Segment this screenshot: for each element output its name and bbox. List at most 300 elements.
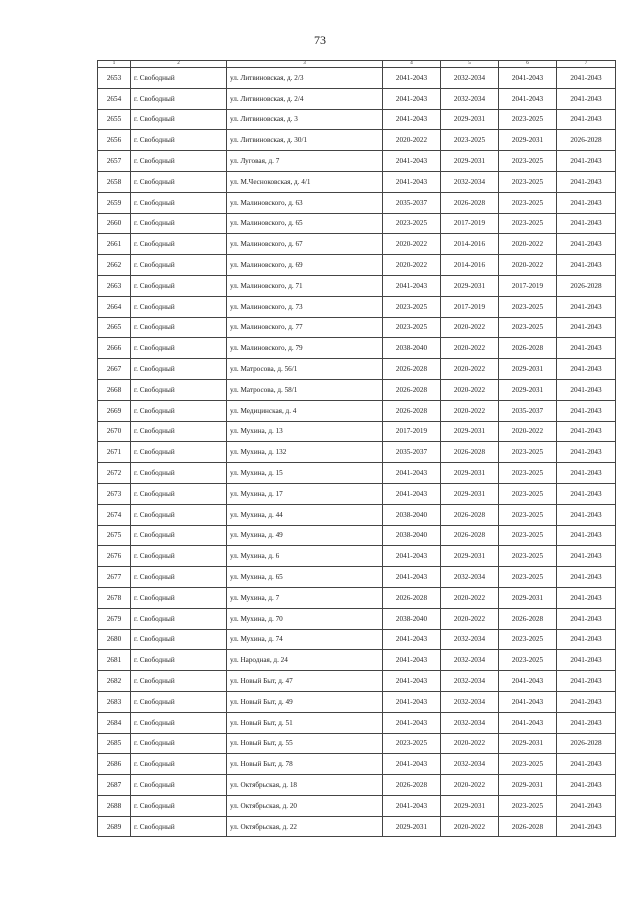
table-row — [98, 504, 616, 525]
column-header-7: 7 — [557, 61, 616, 68]
table-row — [98, 775, 616, 796]
period-cell-6: 2020-2022 — [499, 234, 557, 255]
city-cell: г. Свободный — [131, 608, 227, 629]
period-cell-4: 2023-2025 — [383, 213, 441, 234]
city-cell: г. Свободный — [131, 317, 227, 338]
city-cell: г. Свободный — [131, 504, 227, 525]
table-row — [98, 733, 616, 754]
period-cell-4: 2041-2043 — [383, 567, 441, 588]
period-cell-4: 2041-2043 — [383, 171, 441, 192]
city-cell: г. Свободный — [131, 483, 227, 504]
table-row — [98, 442, 616, 463]
city-cell: г. Свободный — [131, 192, 227, 213]
table-row — [98, 109, 616, 130]
address-cell: ул. Мухина, д. 70 — [227, 608, 383, 629]
address-cell: ул. Новый Быт, д. 47 — [227, 671, 383, 692]
table-row — [98, 629, 616, 650]
period-cell-5: 2020-2022 — [441, 608, 499, 629]
address-cell: ул. Малиновского, д. 79 — [227, 338, 383, 359]
row-number: 2676 — [98, 546, 131, 567]
row-number: 2680 — [98, 629, 131, 650]
address-cell: ул. Мухина, д. 74 — [227, 629, 383, 650]
table-row — [98, 608, 616, 629]
period-cell-4: 2041-2043 — [383, 88, 441, 109]
column-header-3: 3 — [227, 61, 383, 68]
period-cell-7: 2041-2043 — [557, 463, 616, 484]
row-number: 2655 — [98, 109, 131, 130]
table-row — [98, 192, 616, 213]
table-row — [98, 68, 616, 89]
period-cell-7: 2041-2043 — [557, 525, 616, 546]
table-row — [98, 795, 616, 816]
column-header-4: 4 — [383, 61, 441, 68]
row-number: 2658 — [98, 171, 131, 192]
period-cell-7: 2041-2043 — [557, 567, 616, 588]
period-cell-7: 2041-2043 — [557, 379, 616, 400]
address-cell: ул. Малиновского, д. 73 — [227, 296, 383, 317]
period-cell-7: 2026-2028 — [557, 130, 616, 151]
period-cell-4: 2020-2022 — [383, 234, 441, 255]
period-cell-6: 2029-2031 — [499, 379, 557, 400]
city-cell: г. Свободный — [131, 525, 227, 546]
address-cell: ул. Октябрьская, д. 18 — [227, 775, 383, 796]
row-number: 2685 — [98, 733, 131, 754]
period-cell-5: 2032-2034 — [441, 171, 499, 192]
address-cell: ул. Малиновского, д. 65 — [227, 213, 383, 234]
period-cell-5: 2017-2019 — [441, 213, 499, 234]
period-cell-4: 2023-2025 — [383, 733, 441, 754]
page-number: 73 — [314, 33, 326, 47]
city-cell: г. Свободный — [131, 359, 227, 380]
period-cell-5: 2020-2022 — [441, 400, 499, 421]
table-row — [98, 546, 616, 567]
period-cell-6: 2029-2031 — [499, 130, 557, 151]
row-number: 2653 — [98, 68, 131, 89]
city-cell: г. Свободный — [131, 671, 227, 692]
city-cell: г. Свободный — [131, 733, 227, 754]
city-cell: г. Свободный — [131, 754, 227, 775]
address-cell: ул. Новый Быт, д. 78 — [227, 754, 383, 775]
row-number: 2675 — [98, 525, 131, 546]
row-number: 2678 — [98, 587, 131, 608]
table-row — [98, 421, 616, 442]
period-cell-7: 2041-2043 — [557, 151, 616, 172]
table-row — [98, 587, 616, 608]
city-cell: г. Свободный — [131, 255, 227, 276]
period-cell-5: 2017-2019 — [441, 296, 499, 317]
city-cell: г. Свободный — [131, 151, 227, 172]
period-cell-6: 2026-2028 — [499, 816, 557, 837]
period-cell-4: 2041-2043 — [383, 151, 441, 172]
row-number: 2679 — [98, 608, 131, 629]
period-cell-6: 2023-2025 — [499, 546, 557, 567]
address-cell: ул. Матросова, д. 58/1 — [227, 379, 383, 400]
address-cell: ул. Мухина, д. 132 — [227, 442, 383, 463]
row-number: 2682 — [98, 671, 131, 692]
city-cell: г. Свободный — [131, 775, 227, 796]
city-cell: г. Свободный — [131, 442, 227, 463]
city-cell: г. Свободный — [131, 816, 227, 837]
period-cell-4: 2041-2043 — [383, 68, 441, 89]
period-cell-5: 2032-2034 — [441, 712, 499, 733]
period-cell-6: 2029-2031 — [499, 733, 557, 754]
row-number: 2673 — [98, 483, 131, 504]
period-cell-6: 2023-2025 — [499, 317, 557, 338]
table-row — [98, 171, 616, 192]
period-cell-4: 2020-2022 — [383, 130, 441, 151]
period-cell-6: 2035-2037 — [499, 400, 557, 421]
address-cell: ул. Мухина, д. 6 — [227, 546, 383, 567]
table-row — [98, 712, 616, 733]
table-row — [98, 317, 616, 338]
city-cell: г. Свободный — [131, 691, 227, 712]
city-cell: г. Свободный — [131, 546, 227, 567]
period-cell-4: 2041-2043 — [383, 712, 441, 733]
period-cell-4: 2041-2043 — [383, 671, 441, 692]
period-cell-5: 2029-2031 — [441, 151, 499, 172]
period-cell-7: 2041-2043 — [557, 68, 616, 89]
period-cell-5: 2032-2034 — [441, 567, 499, 588]
period-cell-5: 2029-2031 — [441, 275, 499, 296]
table-row — [98, 463, 616, 484]
row-number: 2666 — [98, 338, 131, 359]
period-cell-6: 2023-2025 — [499, 192, 557, 213]
period-cell-7: 2041-2043 — [557, 546, 616, 567]
period-cell-5: 2032-2034 — [441, 754, 499, 775]
row-number: 2665 — [98, 317, 131, 338]
row-number: 2667 — [98, 359, 131, 380]
period-cell-4: 2038-2040 — [383, 504, 441, 525]
period-cell-7: 2041-2043 — [557, 234, 616, 255]
period-cell-6: 2023-2025 — [499, 483, 557, 504]
period-cell-5: 2032-2034 — [441, 691, 499, 712]
address-cell: ул. Матросова, д. 56/1 — [227, 359, 383, 380]
address-cell: ул. Малиновского, д. 77 — [227, 317, 383, 338]
table-row — [98, 338, 616, 359]
period-cell-4: 2020-2022 — [383, 255, 441, 276]
period-cell-7: 2026-2028 — [557, 275, 616, 296]
row-number: 2654 — [98, 88, 131, 109]
city-cell: г. Свободный — [131, 712, 227, 733]
period-cell-5: 2032-2034 — [441, 671, 499, 692]
period-cell-5: 2032-2034 — [441, 68, 499, 89]
table-row — [98, 296, 616, 317]
period-cell-4: 2026-2028 — [383, 379, 441, 400]
period-cell-4: 2041-2043 — [383, 795, 441, 816]
address-cell: ул. Мухина, д. 15 — [227, 463, 383, 484]
period-cell-6: 2041-2043 — [499, 68, 557, 89]
period-cell-4: 2026-2028 — [383, 587, 441, 608]
column-header-2: 2 — [131, 61, 227, 68]
period-cell-5: 2020-2022 — [441, 359, 499, 380]
period-cell-5: 2020-2022 — [441, 338, 499, 359]
city-cell: г. Свободный — [131, 171, 227, 192]
period-cell-7: 2041-2043 — [557, 338, 616, 359]
table-row — [98, 88, 616, 109]
period-cell-5: 2020-2022 — [441, 733, 499, 754]
row-number: 2672 — [98, 463, 131, 484]
period-cell-4: 2017-2019 — [383, 421, 441, 442]
period-cell-6: 2023-2025 — [499, 109, 557, 130]
row-number: 2661 — [98, 234, 131, 255]
period-cell-5: 2029-2031 — [441, 463, 499, 484]
period-cell-7: 2041-2043 — [557, 504, 616, 525]
period-cell-7: 2041-2043 — [557, 421, 616, 442]
period-cell-5: 2032-2034 — [441, 629, 499, 650]
period-cell-5: 2026-2028 — [441, 192, 499, 213]
city-cell: г. Свободный — [131, 587, 227, 608]
period-cell-4: 2038-2040 — [383, 608, 441, 629]
period-cell-7: 2041-2043 — [557, 192, 616, 213]
city-cell: г. Свободный — [131, 68, 227, 89]
address-cell: ул. Мухина, д. 44 — [227, 504, 383, 525]
period-cell-6: 2023-2025 — [499, 213, 557, 234]
period-cell-5: 2020-2022 — [441, 317, 499, 338]
period-cell-7: 2041-2043 — [557, 317, 616, 338]
period-cell-7: 2041-2043 — [557, 442, 616, 463]
period-cell-6: 2029-2031 — [499, 775, 557, 796]
period-cell-6: 2023-2025 — [499, 442, 557, 463]
row-number: 2668 — [98, 379, 131, 400]
period-cell-6: 2023-2025 — [499, 754, 557, 775]
period-cell-6: 2023-2025 — [499, 650, 557, 671]
period-cell-4: 2026-2028 — [383, 400, 441, 421]
period-cell-5: 2026-2028 — [441, 504, 499, 525]
period-cell-7: 2041-2043 — [557, 754, 616, 775]
period-cell-5: 2026-2028 — [441, 442, 499, 463]
period-cell-6: 2023-2025 — [499, 463, 557, 484]
row-number: 2656 — [98, 130, 131, 151]
registry-table — [97, 60, 616, 837]
period-cell-7: 2041-2043 — [557, 650, 616, 671]
address-cell: ул. Новый Быт, д. 51 — [227, 712, 383, 733]
period-cell-4: 2038-2040 — [383, 338, 441, 359]
period-cell-6: 2023-2025 — [499, 151, 557, 172]
row-number: 2669 — [98, 400, 131, 421]
period-cell-4: 2035-2037 — [383, 442, 441, 463]
period-cell-7: 2041-2043 — [557, 795, 616, 816]
table-row — [98, 255, 616, 276]
period-cell-7: 2041-2043 — [557, 608, 616, 629]
period-cell-7: 2041-2043 — [557, 213, 616, 234]
table-row — [98, 671, 616, 692]
city-cell: г. Свободный — [131, 338, 227, 359]
address-cell: ул. Литвиновская, д. 2/3 — [227, 68, 383, 89]
table-row — [98, 754, 616, 775]
period-cell-5: 2014-2016 — [441, 234, 499, 255]
period-cell-6: 2017-2019 — [499, 275, 557, 296]
period-cell-6: 2041-2043 — [499, 88, 557, 109]
city-cell: г. Свободный — [131, 463, 227, 484]
city-cell: г. Свободный — [131, 795, 227, 816]
address-cell: ул. Октябрьская, д. 20 — [227, 795, 383, 816]
address-cell: ул. Малиновского, д. 67 — [227, 234, 383, 255]
period-cell-5: 2029-2031 — [441, 483, 499, 504]
address-cell: ул. Народная, д. 24 — [227, 650, 383, 671]
table-row — [98, 234, 616, 255]
period-cell-7: 2041-2043 — [557, 691, 616, 712]
row-number: 2681 — [98, 650, 131, 671]
column-header-5: 5 — [441, 61, 499, 68]
table-row — [98, 359, 616, 380]
city-cell: г. Свободный — [131, 629, 227, 650]
period-cell-7: 2041-2043 — [557, 171, 616, 192]
period-cell-6: 2041-2043 — [499, 691, 557, 712]
table-row — [98, 525, 616, 546]
period-cell-7: 2041-2043 — [557, 671, 616, 692]
period-cell-4: 2041-2043 — [383, 754, 441, 775]
period-cell-4: 2041-2043 — [383, 109, 441, 130]
city-cell: г. Свободный — [131, 213, 227, 234]
address-cell: ул. Медицинская, д. 4 — [227, 400, 383, 421]
row-number: 2677 — [98, 567, 131, 588]
period-cell-7: 2041-2043 — [557, 255, 616, 276]
city-cell: г. Свободный — [131, 650, 227, 671]
row-number: 2660 — [98, 213, 131, 234]
period-cell-5: 2032-2034 — [441, 650, 499, 671]
period-cell-4: 2026-2028 — [383, 775, 441, 796]
period-cell-4: 2041-2043 — [383, 691, 441, 712]
column-header-6: 6 — [499, 61, 557, 68]
address-cell: ул. Октябрьская, д. 22 — [227, 816, 383, 837]
table-header — [98, 61, 616, 68]
address-cell: ул. Мухина, д. 17 — [227, 483, 383, 504]
period-cell-5: 2032-2034 — [441, 88, 499, 109]
table-row — [98, 151, 616, 172]
row-number: 2684 — [98, 712, 131, 733]
period-cell-5: 2029-2031 — [441, 421, 499, 442]
period-cell-5: 2014-2016 — [441, 255, 499, 276]
address-cell: ул. Луговая, д. 7 — [227, 151, 383, 172]
city-cell: г. Свободный — [131, 379, 227, 400]
city-cell: г. Свободный — [131, 567, 227, 588]
row-number: 2683 — [98, 691, 131, 712]
period-cell-7: 2041-2043 — [557, 712, 616, 733]
period-cell-7: 2026-2028 — [557, 733, 616, 754]
row-number: 2670 — [98, 421, 131, 442]
period-cell-7: 2041-2043 — [557, 88, 616, 109]
header-row — [98, 61, 616, 68]
row-number: 2663 — [98, 275, 131, 296]
row-number: 2671 — [98, 442, 131, 463]
address-cell: ул. М.Чесноковская, д. 4/1 — [227, 171, 383, 192]
row-number: 2689 — [98, 816, 131, 837]
address-cell: ул. Новый Быт, д. 55 — [227, 733, 383, 754]
period-cell-4: 2041-2043 — [383, 275, 441, 296]
city-cell: г. Свободный — [131, 130, 227, 151]
city-cell: г. Свободный — [131, 421, 227, 442]
period-cell-6: 2020-2022 — [499, 421, 557, 442]
address-cell: ул. Мухина, д. 13 — [227, 421, 383, 442]
row-number: 2657 — [98, 151, 131, 172]
city-cell: г. Свободный — [131, 88, 227, 109]
address-cell: ул. Мухина, д. 65 — [227, 567, 383, 588]
period-cell-7: 2041-2043 — [557, 359, 616, 380]
period-cell-6: 2023-2025 — [499, 795, 557, 816]
row-number: 2664 — [98, 296, 131, 317]
period-cell-6: 2023-2025 — [499, 629, 557, 650]
period-cell-5: 2029-2031 — [441, 109, 499, 130]
table-row — [98, 379, 616, 400]
period-cell-6: 2029-2031 — [499, 587, 557, 608]
address-cell: ул. Литвиновская, д. 3 — [227, 109, 383, 130]
period-cell-6: 2041-2043 — [499, 671, 557, 692]
period-cell-4: 2023-2025 — [383, 296, 441, 317]
period-cell-7: 2041-2043 — [557, 400, 616, 421]
period-cell-4: 2023-2025 — [383, 317, 441, 338]
row-number: 2686 — [98, 754, 131, 775]
period-cell-4: 2041-2043 — [383, 650, 441, 671]
table-row — [98, 213, 616, 234]
city-cell: г. Свободный — [131, 234, 227, 255]
period-cell-5: 2026-2028 — [441, 525, 499, 546]
period-cell-7: 2041-2043 — [557, 775, 616, 796]
table-row — [98, 130, 616, 151]
period-cell-6: 2029-2031 — [499, 359, 557, 380]
address-cell: ул. Литвиновская, д. 2/4 — [227, 88, 383, 109]
period-cell-5: 2029-2031 — [441, 795, 499, 816]
period-cell-5: 2020-2022 — [441, 775, 499, 796]
period-cell-6: 2023-2025 — [499, 567, 557, 588]
address-cell: ул. Литвиновская, д. 30/1 — [227, 130, 383, 151]
table-row — [98, 275, 616, 296]
period-cell-5: 2023-2025 — [441, 130, 499, 151]
period-cell-4: 2041-2043 — [383, 463, 441, 484]
row-number: 2674 — [98, 504, 131, 525]
table-row — [98, 567, 616, 588]
period-cell-4: 2041-2043 — [383, 546, 441, 567]
table-row — [98, 650, 616, 671]
period-cell-5: 2020-2022 — [441, 587, 499, 608]
row-number: 2659 — [98, 192, 131, 213]
period-cell-6: 2020-2022 — [499, 255, 557, 276]
period-cell-6: 2023-2025 — [499, 171, 557, 192]
period-cell-5: 2029-2031 — [441, 546, 499, 567]
period-cell-4: 2026-2028 — [383, 359, 441, 380]
period-cell-7: 2041-2043 — [557, 629, 616, 650]
table-row — [98, 483, 616, 504]
period-cell-6: 2026-2028 — [499, 338, 557, 359]
period-cell-7: 2041-2043 — [557, 816, 616, 837]
city-cell: г. Свободный — [131, 109, 227, 130]
table-body — [98, 68, 616, 837]
row-number: 2662 — [98, 255, 131, 276]
city-cell: г. Свободный — [131, 400, 227, 421]
period-cell-4: 2035-2037 — [383, 192, 441, 213]
period-cell-7: 2041-2043 — [557, 587, 616, 608]
period-cell-5: 2020-2022 — [441, 379, 499, 400]
row-number: 2688 — [98, 795, 131, 816]
table-row — [98, 816, 616, 837]
city-cell: г. Свободный — [131, 296, 227, 317]
address-cell: ул. Малиновского, д. 63 — [227, 192, 383, 213]
period-cell-4: 2038-2040 — [383, 525, 441, 546]
period-cell-6: 2026-2028 — [499, 608, 557, 629]
period-cell-7: 2041-2043 — [557, 109, 616, 130]
address-cell: ул. Малиновского, д. 69 — [227, 255, 383, 276]
period-cell-6: 2023-2025 — [499, 296, 557, 317]
period-cell-6: 2023-2025 — [499, 504, 557, 525]
column-header-1: 1 — [98, 61, 131, 68]
period-cell-6: 2041-2043 — [499, 712, 557, 733]
row-number: 2687 — [98, 775, 131, 796]
address-cell: ул. Малиновского, д. 71 — [227, 275, 383, 296]
period-cell-6: 2023-2025 — [499, 525, 557, 546]
table-row — [98, 691, 616, 712]
period-cell-4: 2029-2031 — [383, 816, 441, 837]
address-cell: ул. Мухина, д. 49 — [227, 525, 383, 546]
city-cell: г. Свободный — [131, 275, 227, 296]
